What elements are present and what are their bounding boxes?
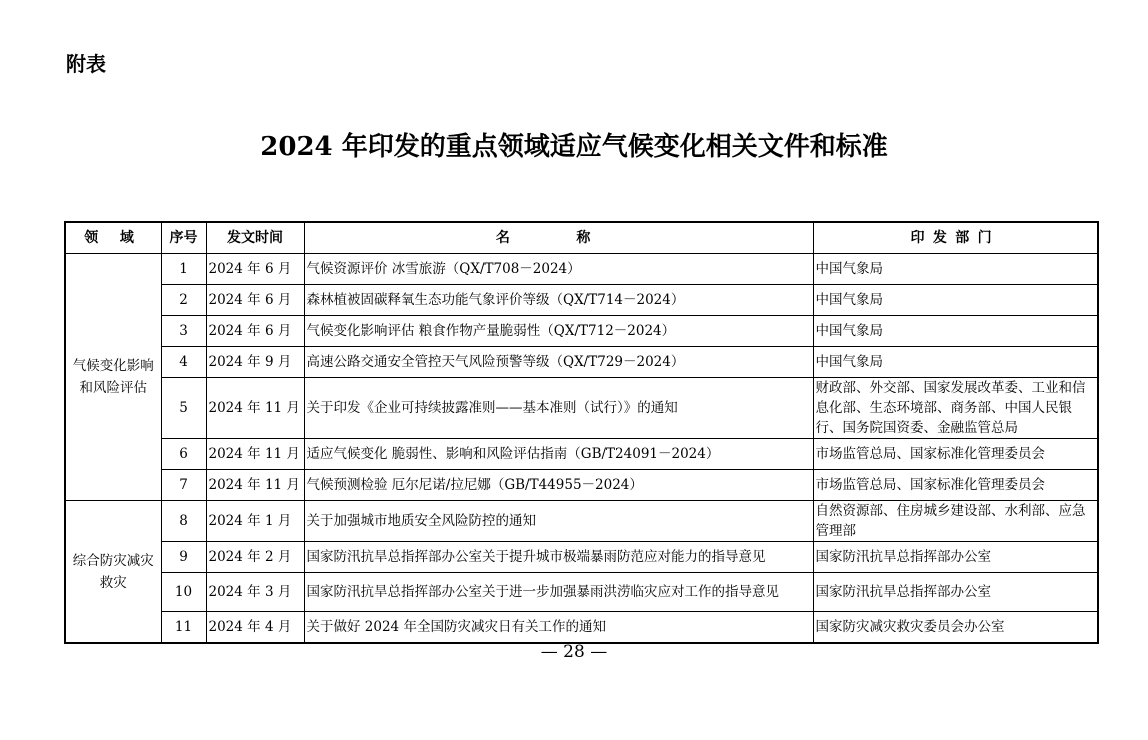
row-name: 关于做好 2024 年全国防灾减灾日有关工作的通知: [304, 612, 813, 644]
table-row: [65, 316, 1098, 347]
row-no: 6: [161, 439, 206, 470]
table-row: [65, 378, 1098, 439]
table-row: [65, 501, 1098, 542]
table-row: [65, 573, 1098, 612]
row-name: 气候预测检验 厄尔尼诺/拉尼娜（GB/T44955－2024）: [304, 470, 813, 501]
row-dept: 市场监管总局、国家标准化管理委员会: [813, 470, 1098, 501]
row-dept: 中国气象局: [813, 254, 1098, 285]
row-date: 2024 年 11 月: [206, 378, 304, 439]
row-no: 5: [161, 378, 206, 439]
row-name: 气候资源评价 冰雪旅游（QX/T708－2024）: [304, 254, 813, 285]
row-no: 11: [161, 612, 206, 644]
row-no: 8: [161, 501, 206, 542]
row-no: 4: [161, 347, 206, 378]
row-date: 2024 年 6 月: [206, 254, 304, 285]
row-dept: 市场监管总局、国家标准化管理委员会: [813, 439, 1098, 470]
table-row: [65, 347, 1098, 378]
row-name: 气候变化影响评估 粮食作物产量脆弱性（QX/T712－2024）: [304, 316, 813, 347]
row-no: 3: [161, 316, 206, 347]
document-title: 2024 年印发的重点领域适应气候变化相关文件和标准: [260, 132, 888, 162]
appendix-label: 附表: [66, 52, 106, 76]
row-date: 2024 年 1 月: [206, 501, 304, 542]
row-date: 2024 年 11 月: [206, 439, 304, 470]
table-row: [65, 470, 1098, 501]
row-no: 10: [161, 573, 206, 612]
row-dept: 国家防汛抗旱总指挥部办公室: [813, 573, 1098, 612]
table-row: [65, 542, 1098, 573]
row-no: 2: [161, 285, 206, 316]
row-name: 关于印发《企业可持续披露准则——基本准则（试行）》的通知: [304, 378, 813, 439]
domain-climate-risk: 气候变化影响和风险评估: [65, 254, 161, 501]
row-dept: 中国气象局: [813, 347, 1098, 378]
row-no: 9: [161, 542, 206, 573]
standards-table: [64, 221, 1099, 644]
header-date: 发文时间: [206, 222, 304, 254]
header-domain: 领 域: [65, 222, 161, 254]
table-header-row: [65, 222, 1098, 254]
row-dept: 自然资源部、住房城乡建设部、水利部、应急管理部: [813, 501, 1098, 542]
table-row: [65, 285, 1098, 316]
row-dept: 中国气象局: [813, 316, 1098, 347]
row-date: 2024 年 6 月: [206, 316, 304, 347]
row-no: 1: [161, 254, 206, 285]
table-row: [65, 439, 1098, 470]
row-date: 2024 年 2 月: [206, 542, 304, 573]
header-no: 序号: [161, 222, 206, 254]
row-dept: 财政部、外交部、国家发展改革委、工业和信息化部、生态环境部、商务部、中国人民银行、国务院国资委、金融监管总局: [813, 378, 1098, 439]
row-name: 关于加强城市地质安全风险防控的通知: [304, 501, 813, 542]
row-date: 2024 年 3 月: [206, 573, 304, 612]
header-name: 名 称: [304, 222, 813, 254]
row-name: 高速公路交通安全管控天气风险预警等级（QX/T729－2024）: [304, 347, 813, 378]
row-date: 2024 年 4 月: [206, 612, 304, 644]
row-date: 2024 年 11 月: [206, 470, 304, 501]
row-date: 2024 年 6 月: [206, 285, 304, 316]
row-name: 森林植被固碳释氧生态功能气象评价等级（QX/T714－2024）: [304, 285, 813, 316]
row-dept: 国家防灾减灾救灾委员会办公室: [813, 612, 1098, 644]
table-row: [65, 254, 1098, 285]
table-row: [65, 612, 1098, 644]
row-name: 国家防汛抗旱总指挥部办公室关于提升城市极端暴雨防范应对能力的指导意见: [304, 542, 813, 573]
page-number: — 28 —: [540, 642, 608, 662]
domain-disaster-relief: 综合防灾减灾救灾: [65, 501, 161, 644]
row-no: 7: [161, 470, 206, 501]
row-name: 适应气候变化 脆弱性、影响和风险评估指南（GB/T24091－2024）: [304, 439, 813, 470]
row-date: 2024 年 9 月: [206, 347, 304, 378]
row-dept: 中国气象局: [813, 285, 1098, 316]
row-dept: 国家防汛抗旱总指挥部办公室: [813, 542, 1098, 573]
header-dept: 印发部门: [813, 222, 1098, 254]
row-name: 国家防汛抗旱总指挥部办公室关于进一步加强暴雨洪涝临灾应对工作的指导意见: [304, 573, 813, 612]
